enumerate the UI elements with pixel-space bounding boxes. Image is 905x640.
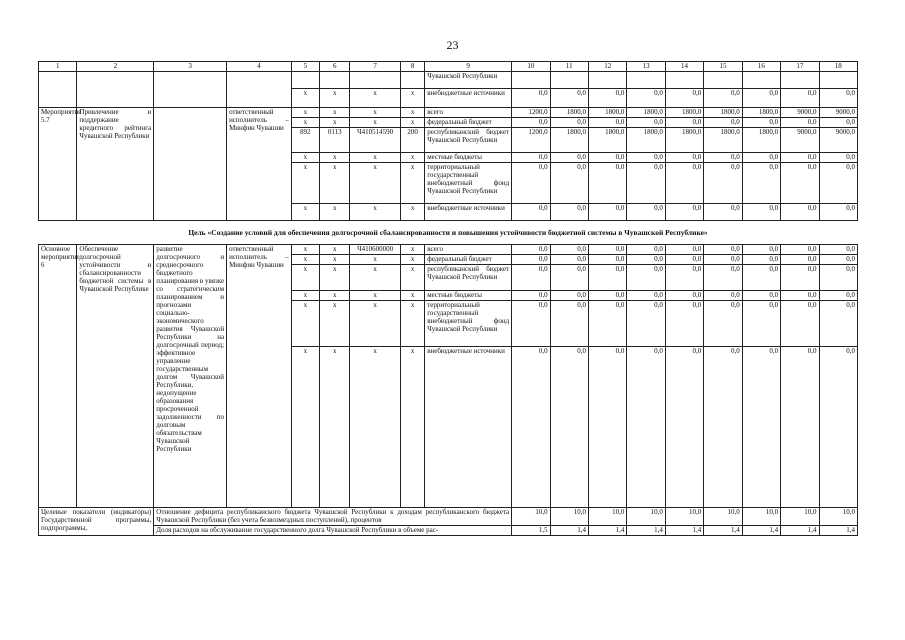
table-row bbox=[39, 72, 858, 89]
code-cell-c6: x bbox=[320, 301, 350, 347]
column-number: 7 bbox=[350, 62, 401, 72]
column-number: 17 bbox=[781, 62, 819, 72]
value-cell: 1800,0 bbox=[742, 128, 780, 153]
value-cell: 0,0 bbox=[512, 204, 550, 221]
value-cell: 9000,0 bbox=[781, 128, 819, 153]
value-cell: 1800,0 bbox=[627, 128, 665, 153]
indicator-text: Отношение дефицита республиканского бюджета Чувашской Республики к доходам республиканского бюджета Чувашской Республики (без учета безвозмездных поступлений), процентов bbox=[154, 508, 512, 526]
value-cell: 0,0 bbox=[550, 347, 588, 508]
blank-cell bbox=[320, 72, 350, 89]
value-cell: 0,0 bbox=[742, 301, 780, 347]
code-cell-c5: x bbox=[291, 301, 319, 347]
value-cell: 0,0 bbox=[589, 255, 627, 265]
indicator-value: 10,0 bbox=[512, 508, 550, 526]
value-cell: 0,0 bbox=[665, 89, 703, 108]
goal-row bbox=[39, 221, 858, 245]
value-cell: 0,0 bbox=[627, 89, 665, 108]
value-cell: 0,0 bbox=[627, 204, 665, 221]
value-cell: 0,0 bbox=[742, 118, 780, 128]
value-cell: 0,0 bbox=[742, 163, 780, 204]
value-cell: 1800,0 bbox=[704, 128, 742, 153]
blank-cell bbox=[589, 72, 627, 89]
value-cell: 0,0 bbox=[704, 301, 742, 347]
value-cell: 0,0 bbox=[627, 301, 665, 347]
code-cell-c6: x bbox=[320, 291, 350, 301]
value-cell: 0,0 bbox=[704, 153, 742, 163]
code-cell-c8: x bbox=[400, 245, 424, 255]
code-cell-c8: x bbox=[400, 108, 424, 118]
value-cell: 0,0 bbox=[819, 118, 857, 128]
indicator-value: 1,4 bbox=[781, 526, 819, 536]
value-cell: 0,0 bbox=[819, 301, 857, 347]
value-cell: 0,0 bbox=[704, 245, 742, 255]
blank-cell bbox=[39, 72, 77, 108]
blank-cell bbox=[227, 72, 292, 108]
code-cell-c8: x bbox=[400, 89, 424, 108]
value-cell: 0,0 bbox=[512, 163, 550, 204]
indicator-value: 10,0 bbox=[742, 508, 780, 526]
value-cell: 0,0 bbox=[781, 153, 819, 163]
value-cell: 0,0 bbox=[704, 291, 742, 301]
value-cell: 0,0 bbox=[665, 265, 703, 291]
code-cell-c8: x bbox=[400, 265, 424, 291]
value-cell: 0,0 bbox=[742, 255, 780, 265]
value-cell: 0,0 bbox=[550, 265, 588, 291]
indicator-value: 10,0 bbox=[550, 508, 588, 526]
code-cell-c7: x bbox=[350, 204, 401, 221]
blank-cell bbox=[400, 72, 424, 89]
value-cell: 0,0 bbox=[819, 265, 857, 291]
code-cell-c5: x bbox=[291, 255, 319, 265]
value-cell: 0,0 bbox=[627, 118, 665, 128]
value-cell: 1800,0 bbox=[550, 128, 588, 153]
code-cell-c5: x bbox=[291, 291, 319, 301]
column-number: 3 bbox=[154, 62, 227, 72]
value-cell: 0,0 bbox=[512, 265, 550, 291]
code-cell-c6: x bbox=[320, 89, 350, 108]
funding-source: всего bbox=[425, 108, 512, 118]
indicator-value: 1,4 bbox=[589, 526, 627, 536]
funding-source: республиканский бюджет Чувашской Республики bbox=[425, 265, 512, 291]
indicator-value: 1,4 bbox=[704, 526, 742, 536]
value-cell: 0,0 bbox=[781, 163, 819, 204]
value-cell: 0,0 bbox=[550, 291, 588, 301]
value-cell: 0,0 bbox=[665, 347, 703, 508]
value-cell: 0,0 bbox=[550, 163, 588, 204]
value-cell: 0,0 bbox=[704, 204, 742, 221]
column-number: 6 bbox=[320, 62, 350, 72]
code-cell-c7: x bbox=[350, 255, 401, 265]
blank-cell bbox=[665, 72, 703, 89]
indicator-value: 10,0 bbox=[781, 508, 819, 526]
value-cell: 0,0 bbox=[665, 245, 703, 255]
column-number: 4 bbox=[227, 62, 292, 72]
column-number: 9 bbox=[425, 62, 512, 72]
code-cell-c6: x bbox=[320, 108, 350, 118]
value-cell: 0,0 bbox=[512, 347, 550, 508]
code-cell-c7: x bbox=[350, 291, 401, 301]
value-cell: 0,0 bbox=[704, 163, 742, 204]
value-cell: 0,0 bbox=[742, 347, 780, 508]
value-cell: 0,0 bbox=[781, 89, 819, 108]
code-cell-c7: x bbox=[350, 265, 401, 291]
indicator-value: 10,0 bbox=[589, 508, 627, 526]
value-cell: 0,0 bbox=[781, 245, 819, 255]
value-cell: 0,0 bbox=[704, 89, 742, 108]
value-cell: 1800,0 bbox=[589, 128, 627, 153]
funding-source: всего bbox=[425, 245, 512, 255]
value-cell: 0,0 bbox=[589, 163, 627, 204]
blank-cell bbox=[154, 72, 227, 108]
value-cell: 0,0 bbox=[512, 301, 550, 347]
value-cell: 0,0 bbox=[781, 301, 819, 347]
code-cell-c6: x bbox=[320, 153, 350, 163]
funding-source: республиканский бюджет Чувашской Республики bbox=[425, 128, 512, 153]
value-cell: 0,0 bbox=[665, 301, 703, 347]
value-cell: 0,0 bbox=[819, 153, 857, 163]
responsible-executor: ответственный исполнитель – Минфин Чувашии bbox=[227, 108, 292, 221]
value-cell: 0,0 bbox=[589, 347, 627, 508]
value-cell: 0,0 bbox=[550, 89, 588, 108]
blank-cell bbox=[291, 72, 319, 89]
value-cell: 0,0 bbox=[781, 255, 819, 265]
header-row bbox=[39, 62, 858, 72]
code-cell-c6: x bbox=[320, 163, 350, 204]
value-cell: 0,0 bbox=[512, 245, 550, 255]
table-body bbox=[39, 62, 858, 536]
code-cell-c6: x bbox=[320, 204, 350, 221]
value-cell: 1800,0 bbox=[665, 128, 703, 153]
code-cell-c6: x bbox=[320, 118, 350, 128]
value-cell: 0,0 bbox=[627, 245, 665, 255]
value-cell: 0,0 bbox=[781, 118, 819, 128]
value-cell: 0,0 bbox=[819, 255, 857, 265]
code-cell-c6: x bbox=[320, 245, 350, 255]
funding-source: местные бюджеты bbox=[425, 153, 512, 163]
code-cell-c7: x bbox=[350, 89, 401, 108]
value-cell: 0,0 bbox=[550, 204, 588, 221]
indicator-text: Доля расходов на обслуживание государственного долга Чувашской Республики в объеме рас- bbox=[154, 526, 512, 536]
value-cell: 0,0 bbox=[819, 245, 857, 255]
blank-cell bbox=[781, 72, 819, 89]
code-cell-c7: x bbox=[350, 108, 401, 118]
value-cell: 0,0 bbox=[742, 291, 780, 301]
measure-label: Мероприятие 5.7 bbox=[39, 108, 77, 221]
value-cell: 0,0 bbox=[819, 204, 857, 221]
value-cell: 0,0 bbox=[781, 204, 819, 221]
indicator-value: 1,4 bbox=[665, 526, 703, 536]
value-cell: 1200,0 bbox=[512, 108, 550, 118]
code-cell-c5: x bbox=[291, 347, 319, 508]
value-cell: 9000,0 bbox=[819, 128, 857, 153]
value-cell: 1800,0 bbox=[665, 108, 703, 118]
page-number: 23 bbox=[446, 38, 459, 52]
column-number: 11 bbox=[550, 62, 588, 72]
value-cell: 0,0 bbox=[627, 255, 665, 265]
value-cell: 0,0 bbox=[627, 265, 665, 291]
value-cell: 0,0 bbox=[742, 89, 780, 108]
blank-cell bbox=[704, 72, 742, 89]
code-cell-c5: x bbox=[291, 204, 319, 221]
indicator-value: 10,0 bbox=[819, 508, 857, 526]
code-cell-c8: x bbox=[400, 301, 424, 347]
measure-name: Обеспечение долгосрочной устойчивости и сбалансированности бюджетной системы в Чувашской Республике bbox=[77, 245, 154, 508]
value-cell: 1800,0 bbox=[589, 108, 627, 118]
value-cell: 0,0 bbox=[550, 255, 588, 265]
value-cell: 1800,0 bbox=[742, 108, 780, 118]
value-cell: 0,0 bbox=[665, 163, 703, 204]
responsible-executor: ответственный исполнитель – Минфин Чувашии bbox=[227, 245, 292, 508]
value-cell: 0,0 bbox=[627, 163, 665, 204]
value-cell: 0,0 bbox=[589, 153, 627, 163]
code-cell-c8: 200 bbox=[400, 128, 424, 153]
value-cell: 1800,0 bbox=[627, 108, 665, 118]
value-cell: 0,0 bbox=[819, 291, 857, 301]
column-number: 14 bbox=[665, 62, 703, 72]
indicator-value: 10,0 bbox=[627, 508, 665, 526]
value-cell: 0,0 bbox=[742, 245, 780, 255]
value-cell: 0,0 bbox=[589, 204, 627, 221]
value-cell: 0,0 bbox=[819, 163, 857, 204]
budget-table bbox=[38, 61, 858, 536]
code-cell-c6: 0113 bbox=[320, 128, 350, 153]
value-cell: 1800,0 bbox=[550, 108, 588, 118]
code-cell-c7: x bbox=[350, 118, 401, 128]
indicator-value: 1,4 bbox=[819, 526, 857, 536]
value-cell: 0,0 bbox=[742, 204, 780, 221]
column-number: 10 bbox=[512, 62, 550, 72]
code-cell-c5: 892 bbox=[291, 128, 319, 153]
blank-cell bbox=[77, 72, 154, 108]
value-cell: 0,0 bbox=[589, 89, 627, 108]
value-cell: 0,0 bbox=[704, 347, 742, 508]
value-cell: 0,0 bbox=[665, 153, 703, 163]
funding-source: внебюджетные источники bbox=[425, 89, 512, 108]
value-cell: 9000,0 bbox=[819, 108, 857, 118]
code-cell-c5: x bbox=[291, 108, 319, 118]
column-number: 18 bbox=[819, 62, 857, 72]
value-cell: 0,0 bbox=[627, 291, 665, 301]
funding-source: территориальный государственный внебюджетный фонд Чувашской Республики bbox=[425, 301, 512, 347]
measure-description: развитие долгосрочного и среднесрочного бюджетного планирования в увязке со стратегическим планированием и прогнозами социально-экономического развития Чувашской Республики на долгосрочный период; эффективное управление государственным долгом Чувашской Республики, недопущение образования просроченной задолженности по долговым обязательствам Чувашской Республики bbox=[154, 245, 227, 508]
indicator-row bbox=[39, 526, 858, 536]
code-cell-c7: Ч410600000 bbox=[350, 245, 401, 255]
value-cell: 0,0 bbox=[550, 301, 588, 347]
value-cell: 0,0 bbox=[704, 265, 742, 291]
goal-title: Цель «Создание условий для обеспечения долгосрочной сбалансированности и повышения устойчивости бюджетной системы в Чувашской Республике» bbox=[39, 221, 858, 245]
value-cell: 0,0 bbox=[781, 265, 819, 291]
value-cell: 0,0 bbox=[665, 255, 703, 265]
code-cell-c5: x bbox=[291, 89, 319, 108]
value-cell: 1200,0 bbox=[512, 128, 550, 153]
value-cell: 0,0 bbox=[665, 118, 703, 128]
value-cell: 0,0 bbox=[704, 255, 742, 265]
indicator-value: 1,4 bbox=[742, 526, 780, 536]
code-cell-c5: x bbox=[291, 265, 319, 291]
code-cell-c7: x bbox=[350, 347, 401, 508]
indicator-value: 1,4 bbox=[627, 526, 665, 536]
table-row bbox=[39, 245, 858, 255]
value-cell: 9000,0 bbox=[781, 108, 819, 118]
blank-cell bbox=[512, 72, 550, 89]
blank-cell bbox=[742, 72, 780, 89]
value-cell: 0,0 bbox=[550, 153, 588, 163]
indicators-label: Целевые показатели (индикаторы) Государственной программы, подпрограммы, bbox=[39, 508, 154, 536]
value-cell: 0,0 bbox=[512, 118, 550, 128]
code-cell-c8: x bbox=[400, 204, 424, 221]
indicator-value: 1,4 bbox=[550, 526, 588, 536]
code-cell-c5: x bbox=[291, 245, 319, 255]
column-number: 2 bbox=[77, 62, 154, 72]
table-row bbox=[39, 108, 858, 118]
indicator-value: 1,5 bbox=[512, 526, 550, 536]
indicator-row bbox=[39, 508, 858, 526]
blank-cell bbox=[550, 72, 588, 89]
code-cell-c5: x bbox=[291, 163, 319, 204]
code-cell-c5: x bbox=[291, 153, 319, 163]
funding-source: федеральный бюджет bbox=[425, 118, 512, 128]
value-cell: 0,0 bbox=[781, 291, 819, 301]
value-cell: 0,0 bbox=[781, 347, 819, 508]
value-cell: 0,0 bbox=[512, 291, 550, 301]
funding-source: внебюджетные источники bbox=[425, 204, 512, 221]
value-cell: 0,0 bbox=[550, 245, 588, 255]
funding-source: Чувашской Республики bbox=[425, 72, 512, 89]
code-cell-c5: x bbox=[291, 118, 319, 128]
blank-cell bbox=[627, 72, 665, 89]
code-cell-c8: x bbox=[400, 118, 424, 128]
code-cell-c8: x bbox=[400, 347, 424, 508]
value-cell: 0,0 bbox=[589, 118, 627, 128]
code-cell-c6: x bbox=[320, 265, 350, 291]
column-number: 16 bbox=[742, 62, 780, 72]
measure-name: Привлечение и поддержание кредитного рейтинга Чувашской Республики bbox=[77, 108, 154, 221]
value-cell: 0,0 bbox=[589, 265, 627, 291]
value-cell: 0,0 bbox=[589, 291, 627, 301]
code-cell-c7: x bbox=[350, 301, 401, 347]
funding-source: территориальный государственный внебюджетный фонд Чувашской Республики bbox=[425, 163, 512, 204]
code-cell-c8: x bbox=[400, 291, 424, 301]
code-cell-c6: x bbox=[320, 255, 350, 265]
value-cell: 0,0 bbox=[704, 118, 742, 128]
value-cell: 0,0 bbox=[742, 153, 780, 163]
funding-source: внебюджетные источники bbox=[425, 347, 512, 508]
blank-cell bbox=[819, 72, 857, 89]
value-cell: 1800,0 bbox=[704, 108, 742, 118]
code-cell-c8: x bbox=[400, 163, 424, 204]
indicator-value: 10,0 bbox=[665, 508, 703, 526]
value-cell: 0,0 bbox=[550, 118, 588, 128]
value-cell: 0,0 bbox=[627, 153, 665, 163]
blank-cell bbox=[350, 72, 401, 89]
measure-label: Основное мероприятие 6 bbox=[39, 245, 77, 508]
value-cell: 0,0 bbox=[589, 245, 627, 255]
value-cell: 0,0 bbox=[512, 89, 550, 108]
funding-source: местные бюджеты bbox=[425, 291, 512, 301]
column-number: 12 bbox=[589, 62, 627, 72]
value-cell: 0,0 bbox=[512, 153, 550, 163]
column-number: 15 bbox=[704, 62, 742, 72]
code-cell-c7: x bbox=[350, 163, 401, 204]
column-number: 13 bbox=[627, 62, 665, 72]
indicator-value: 10,0 bbox=[704, 508, 742, 526]
code-cell-c8: x bbox=[400, 153, 424, 163]
code-cell-c7: x bbox=[350, 153, 401, 163]
code-cell-c7: Ч410514590 bbox=[350, 128, 401, 153]
value-cell: 0,0 bbox=[665, 204, 703, 221]
code-cell-c8: x bbox=[400, 255, 424, 265]
column-number: 8 bbox=[400, 62, 424, 72]
blank-cell bbox=[154, 108, 227, 221]
value-cell: 0,0 bbox=[512, 255, 550, 265]
value-cell: 0,0 bbox=[819, 347, 857, 508]
value-cell: 0,0 bbox=[627, 347, 665, 508]
value-cell: 0,0 bbox=[742, 265, 780, 291]
value-cell: 0,0 bbox=[589, 301, 627, 347]
column-number: 5 bbox=[291, 62, 319, 72]
code-cell-c6: x bbox=[320, 347, 350, 508]
value-cell: 0,0 bbox=[665, 291, 703, 301]
value-cell: 0,0 bbox=[819, 89, 857, 108]
funding-source: федеральный бюджет bbox=[425, 255, 512, 265]
column-number: 1 bbox=[39, 62, 77, 72]
